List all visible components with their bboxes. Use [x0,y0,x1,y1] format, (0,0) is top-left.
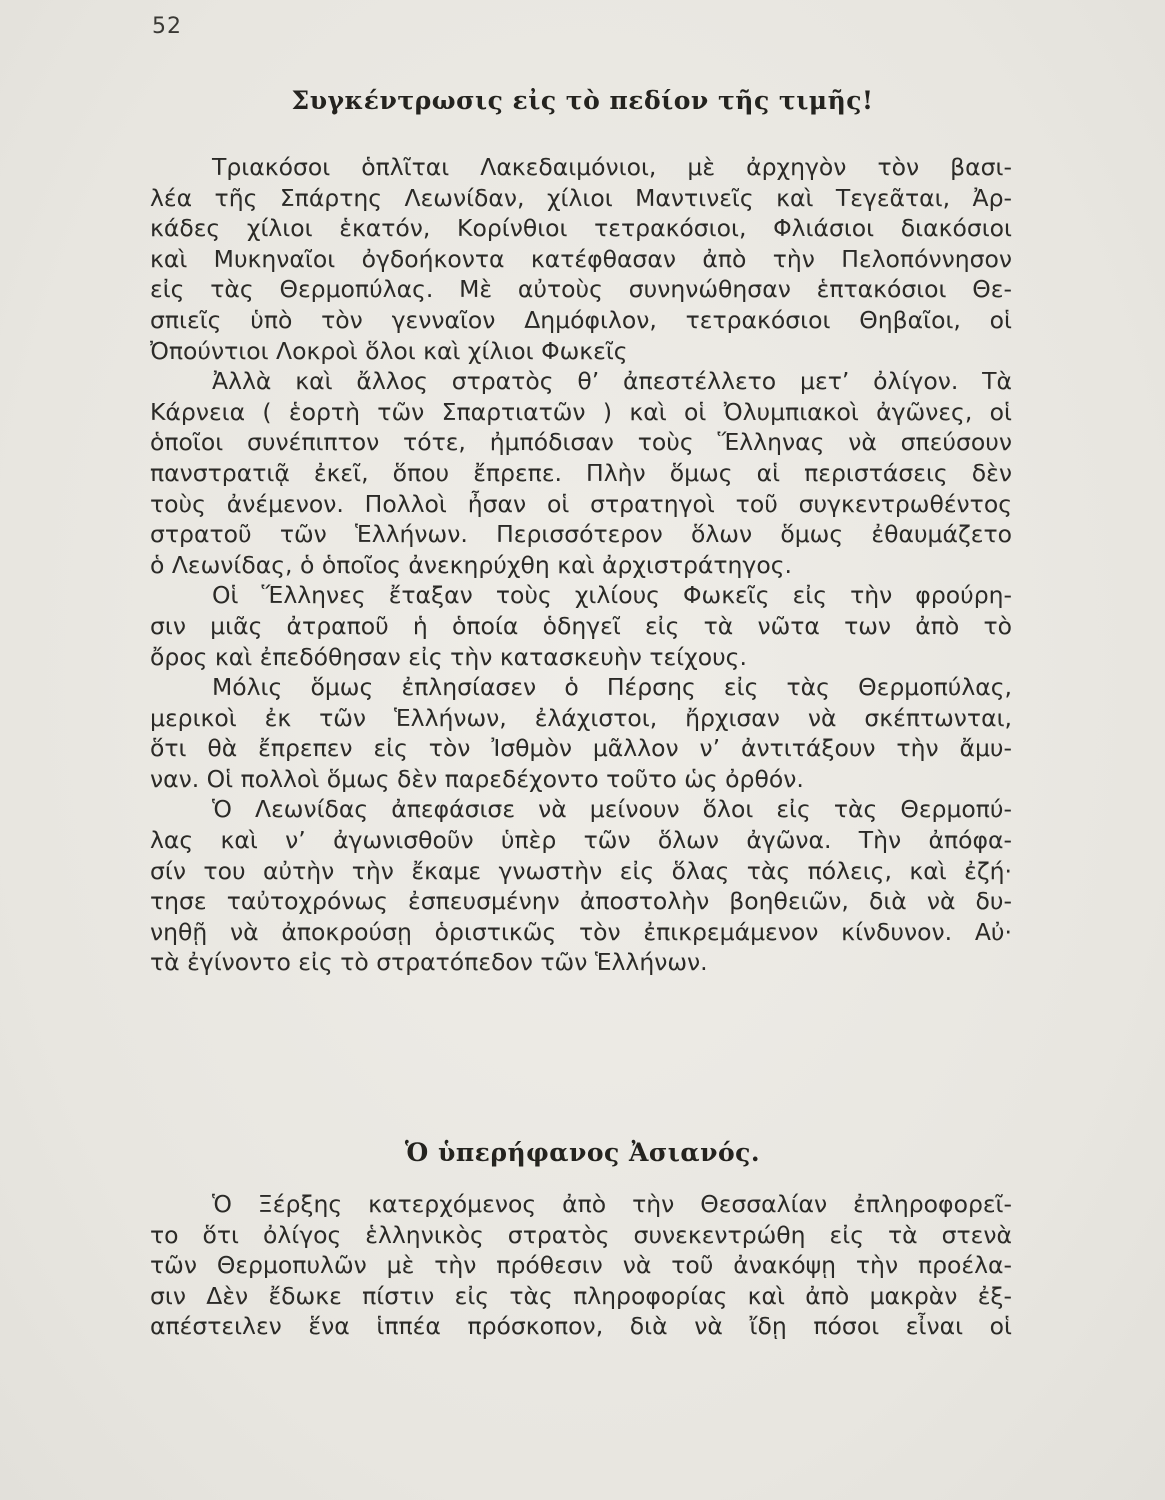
text-line: σιν μιᾶς ἀτραποῦ ἡ ὁποία ὁδηγεῖ εἰς τὰ νῶτα των ἀπὸ τὸ [150,611,1012,640]
text-line: Ὁ Ξέρξης κατερχόμενος ἀπὸ τὴν Θεσσαλίαν ἐπληροφορεῖ- [212,1190,1012,1218]
text-line: Κάρνεια ( ἑορτὴ τῶν Σπαρτιατῶν ) καὶ οἱ Ὀλυμπιακοὶ ἀγῶνες, οἱ [150,397,1012,426]
text-line: ὁ Λεωνίδας, ὁ ὁποῖος ἀνεκηρύχθη καὶ ἀρχιστράτηγος. [150,550,792,579]
text-line: εἰς τὰς Θερμοπύλας. Μὲ αὐτοὺς συνηνώθησαν ἑπτακόσιοι Θε- [150,275,1012,304]
text-line: το ὅτι ὀλίγος ἑλληνικὸς στρατὸς συνεκεντρώθη εἰς τὰ στενὰ [150,1220,1012,1249]
text-line: τῶν Θερμοπυλῶν μὲ τὴν πρόθεσιν νὰ τοῦ ἀνακόψῃ τὴν προέλα- [150,1251,1012,1280]
section-heading-2: Ὁ ὑπερήφανος Ἀσιανός. [404,1138,761,1167]
text-line: τησε ταὐτοχρόνως ἐσπευσμένην ἀποστολὴν βοηθειῶν, διὰ νὰ δυ- [150,887,1012,916]
text-line: ὁποῖοι συνέπιπτον τότε, ἠμπόδισαν τοὺς Ἕλληνας νὰ σπεύσουν [150,428,1012,457]
text-line: Ἀλλὰ καὶ ἄλλος στρατὸς θ’ ἀπεστέλλετο μετ’ ὀλίγον. Τὰ [212,367,1012,396]
text-line: ναν. Οἱ πολλοὶ ὅμως δὲν παρεδέχοντο τοῦτο ὡς ὀρθόν. [150,764,804,793]
text-line: Ὀπούντιοι Λοκροὶ ὅλοι καὶ χίλιοι Φωκεῖς [150,336,628,365]
text-line: λέα τῆς Σπάρτης Λεωνίδαν, χίλιοι Μαντινεῖς καὶ Τεγεᾶται, Ἀρ- [150,183,1012,212]
text-line: σιν Δὲν ἔδωκε πίστιν εἰς τὰς πληροφορίας καὶ ἀπὸ μακρὰν ἐξ- [150,1281,1012,1310]
text-line: σίν του αὐτὴν τὴν ἔκαμε γνωστὴν εἰς ὅλας τὰς πόλεις, καὶ ἐζή· [150,856,1012,885]
page-number: 52 [152,14,182,39]
text-line: τοὺς ἀνέμενον. Πολλοὶ ἦσαν οἱ στρατηγοὶ τοῦ συγκεντρωθέντος [150,489,1012,518]
text-line: Οἱ Ἕλληνες ἔταξαν τοὺς χιλίους Φωκεῖς εἰς τὴν φρούρη- [212,581,1012,610]
text-block-1 [150,152,1012,978]
text-line: μερικοὶ ἐκ τῶν Ἑλλήνων, ἐλάχιστοι, ἤρχισαν νὰ σκέπτωνται, [150,703,1012,732]
text-line: Τριακόσοι ὁπλῖται Λακεδαιμόνιοι, μὲ ἀρχηγὸν τὸν βασι- [212,153,1012,181]
section-heading-1: Συγκέντρωσις εἰς τὸ πεδίον τῆς τιμῆς! [291,86,874,115]
text-line: καὶ Μυκηναῖοι ὀγδοήκοντα κατέφθασαν ἀπὸ τὴν Πελοπόννησον [150,244,1012,273]
text-line: κάδες χίλιοι ἑκατόν, Κορίνθιοι τετρακόσιοι, Φλιάσιοι διακόσιοι [150,214,1012,243]
text-line: νηθῇ νὰ ἀποκρούσῃ ὁριστικῶς τὸν ἐπικρεμάμενον κίνδυνον. Αὐ· [150,917,1012,946]
text-line: ὄρος καὶ ἐπεδόθησαν εἰς τὴν κατασκευὴν τείχους. [150,642,747,671]
text-block-2 [150,1189,1012,1342]
text-line: ὅτι θὰ ἔπρεπεν εἰς τὸν Ἰσθμὸν μᾶλλον ν’ ἀντιτάξουν τὴν ἄμυ- [150,734,1012,763]
text-line: λας καὶ ν’ ἀγωνισθοῦν ὑπὲρ τῶν ὅλων ἀγῶνα. Τὴν ἀπόφα- [150,826,1012,855]
text-line: Ὁ Λεωνίδας ἀπεφάσισε νὰ μείνουν ὅλοι εἰς τὰς Θερμοπύ- [212,795,1012,824]
text-line: στρατοῦ τῶν Ἑλλήνων. Περισσότερον ὅλων ὅμως ἐθαυμάζετο [150,520,1012,549]
text-line: σπιεῖς ὑπὸ τὸν γενναῖον Δημόφιλον, τετρακόσιοι Θηβαῖοι, οἱ [150,305,1012,334]
text-line: πανστρατιᾷ ἐκεῖ, ὅπου ἔπρεπε. Πλὴν ὅμως αἱ περιστάσεις δὲν [150,458,1012,487]
text-line: απέστειλεν ἕνα ἱππέα πρόσκοπον, διὰ νὰ ἴδῃ πόσοι εἶναι οἱ [150,1312,1012,1341]
text-line: τὰ ἐγίνοντο εἰς τὸ στρατόπεδον τῶν Ἑλλήνων. [150,948,708,977]
text-line: Μόλις ὅμως ἐπλησίασεν ὁ Πέρσης εἰς τὰς Θερμοπύλας, [212,673,1012,702]
